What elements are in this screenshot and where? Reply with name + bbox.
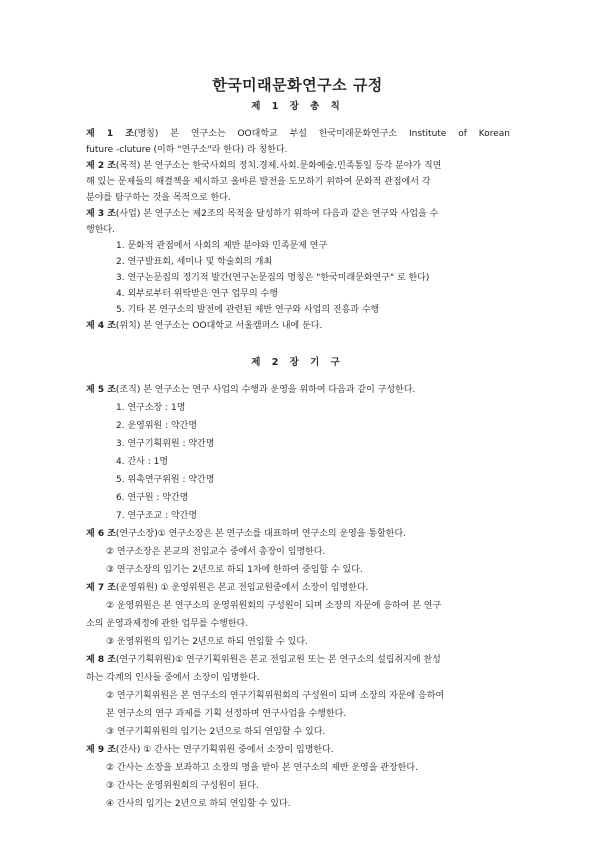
article-6-clause-3: ③ 연구소장의 임기는 2년으로 하되 1차에 한하여 중임할 수 있다. [106, 565, 363, 575]
article-heading: (조직) [115, 385, 141, 395]
article-7 [86, 583, 368, 594]
article-text: ① 연구소장은 본 연구소를 대표하며 연구소의 운영을 통할한다. [157, 529, 407, 539]
article-text: 본 연구소는 OO대학교 서울캠퍼스 내에 둔다. [143, 321, 323, 331]
list-item: 3. 연구논문집의 정기적 발간(연구논문집의 명칭은 "한국미래문화연구" 로 한다) [116, 273, 430, 283]
article-number: 제 5 조 [86, 385, 116, 395]
chapter-2-heading: 제 2 장 기 구 [251, 357, 344, 368]
article-number: 제 2 조 [86, 161, 116, 171]
list-item: 1. 연구소장 : 1명 [116, 403, 186, 413]
article-3 [86, 209, 438, 220]
article-6-clause-2: ② 연구소장은 본교의 전임교수 중에서 총장이 임명한다. [106, 547, 326, 557]
article-heading: (간사) [115, 745, 141, 755]
article-5 [86, 385, 415, 396]
list-item: 4. 간사 : 1명 [116, 457, 169, 467]
article-3-line-2: 행한다. [86, 225, 115, 235]
article-text: ① 연구기획위원은 본교 전임교원 또는 본 연구소의 설립취지에 찬성 [175, 655, 441, 665]
list-item: 2. 연구발표회, 세미나 및 학술회의 개최 [116, 257, 273, 267]
list-item: 7. 연구조교 : 약간명 [116, 511, 198, 521]
chapter-1-heading: 제 1 장 총 칙 [251, 101, 344, 112]
list-item: 4. 외부로부터 위탁받은 연구 업무의 수행 [116, 289, 278, 299]
article-number: 제 4 조 [86, 321, 116, 331]
article-text: ① 간사는 연구기획위원 중에서 소장이 임명한다. [143, 745, 334, 755]
article-number: 제 1 조 [86, 129, 134, 139]
article-2 [86, 161, 441, 172]
article-number: 제 8 조 [86, 655, 116, 665]
article-text: ① 운영위원은 본교 전임교원중에서 소장이 임명한다. [160, 583, 369, 593]
article-9-clause-2: ② 간사는 소장을 보좌하고 소장의 명을 받아 본 연구소의 제반 운영을 관장한다. [106, 763, 418, 773]
article-text: 본 연구소는 한국사회의 정치.경제.사회.문화예술.민족통일 등각 분야가 직면 [143, 161, 442, 171]
article-6 [86, 529, 406, 540]
article-heading: (운영위원) [115, 583, 158, 593]
article-text: 본 연구소는 OO대학교 부설 한국미래문화연구소 Institute of Korean [170, 129, 510, 139]
article-8 [86, 655, 441, 666]
list-item: 1. 문화적 관점에서 사회의 제반 분야와 민족문제 연구 [116, 241, 328, 251]
article-number: 제 6 조 [86, 529, 116, 539]
list-item: 5. 위촉연구위원 : 약간명 [116, 475, 215, 485]
article-number: 제 7 조 [86, 583, 116, 593]
article-2-line-3: 분야를 탐구하는 것을 목적으로 한다. [86, 193, 231, 203]
article-2-line-2: 해 있는 문제들의 해결책을 제시하고 올바른 발전을 도모하기 위하여 문화적 관점에서 각 [86, 177, 431, 187]
article-4 [86, 321, 322, 332]
article-heading: (연구소장) [115, 529, 158, 539]
article-number: 제 9 조 [86, 745, 116, 755]
article-8-clause-3: ③ 연구기획위원의 임기는 2년으로 하되 연임할 수 있다. [106, 727, 326, 737]
article-7-clause-2-cont: 소의 운영과제정에 관한 업무를 수행한다. [86, 619, 249, 629]
article-heading: (목적) [115, 161, 141, 171]
list-item: 3. 연구기획위원 : 약간명 [116, 439, 215, 449]
article-heading: (위치) [115, 321, 141, 331]
article-heading: (연구기획위원) [115, 655, 176, 665]
article-text: 본 연구소는 연구 사업의 수행과 운영을 위하여 다음과 같이 구성한다. [143, 385, 416, 395]
article-1-line-2: future -cluture (이하 "연구소"라 한다) 라 칭한다. [86, 145, 288, 155]
article-heading: (명칭) [133, 129, 159, 139]
list-item: 6. 연구원 : 약간명 [116, 493, 189, 503]
article-1 [86, 129, 510, 140]
article-7-clause-2: ② 운영위원은 본 연구소의 운영위원회의 구성원이 되며 소장의 자문에 응하여 본 연구 [106, 601, 442, 611]
document-title: 한국미래문화연구소 규정 [212, 76, 383, 94]
article-8-clause-2-cont: 본 연구소의 연구 과제를 기획 선정하며 연구사업을 수행한다. [106, 709, 347, 719]
article-8-line-2: 하는 각계의 인사들 중에서 소장이 임명한다. [86, 673, 260, 683]
article-9-clause-3: ③ 간사는 운영위원회의 구성원이 된다. [106, 781, 259, 791]
article-9-clause-4: ④ 간사의 임기는 2년으로 하되 연임할 수 있다. [106, 799, 291, 809]
list-item: 2. 운영위원 : 약간명 [116, 421, 198, 431]
article-number: 제 3 조 [86, 209, 116, 219]
article-heading: (사업) [115, 209, 141, 219]
article-7-clause-3: ③ 운영위원의 임기는 2년으로 하되 연임할 수 있다. [106, 637, 308, 647]
article-text: 본 연구소는 제2조의 목적을 달성하기 위하여 다음과 같은 연구와 사업을 수 [143, 209, 439, 219]
article-8-clause-2: ② 연구기획위원은 본 연구소의 연구기획위원회의 구성원이 되며 소장의 자문에 응하여 [106, 691, 445, 701]
article-9 [86, 745, 334, 756]
list-item: 5. 기타 본 연구소의 발전에 관련된 제반 연구와 사업의 진흥과 수행 [116, 305, 380, 315]
